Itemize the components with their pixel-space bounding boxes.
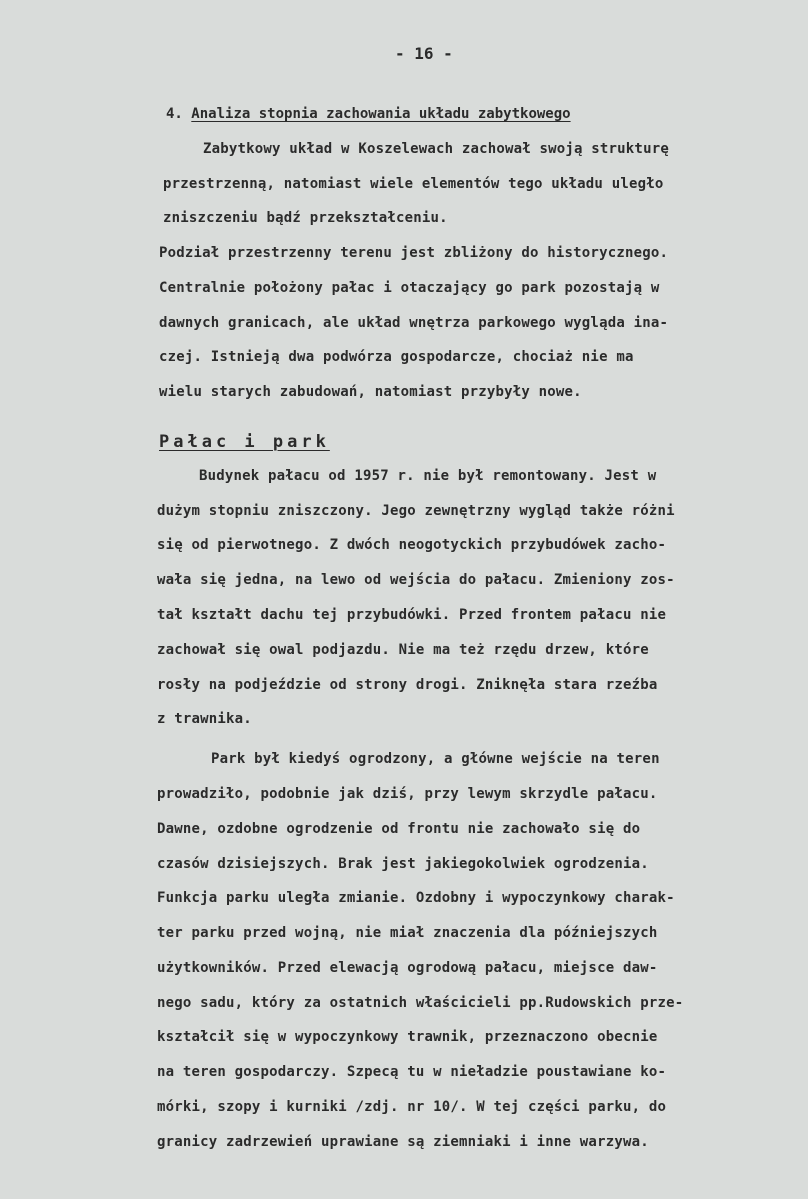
page-number: - 16 - [395, 44, 453, 63]
text-line: rosły na podjeździe od strony drogi. Zniknęła stara rzeźba [157, 677, 658, 693]
text-line: granicy zadrzewień uprawiane są ziemniaki i inne warzywa. [157, 1134, 649, 1150]
text-line: czasów dzisiejszych. Brak jest jakiegokolwiek ogrodzenia. [157, 856, 649, 872]
subheading: Pałac i park [159, 432, 330, 452]
text-line: tał kształt dachu tej przybudówki. Przed frontem pałacu nie [157, 607, 667, 623]
text-line: użytkowników. Przed elewacją ogrodową pałacu, miejsce daw- [157, 960, 658, 976]
text-line: wielu starych zabudowań, natomiast przybyły nowe. [159, 384, 582, 400]
text-line: z trawnika. [157, 711, 252, 727]
text-line: dawnych granicach, ale układ wnętrza parkowego wygląda ina- [159, 315, 669, 331]
text-line: nego sadu, który za ostatnich właścicieli pp.Rudowskich prze- [157, 995, 684, 1011]
text-line: przestrzenną, natomiast wiele elementów tego układu uległo [163, 176, 664, 192]
text-line: prowadziło, podobnie jak dziś, przy lewym skrzydle pałacu. [157, 786, 658, 802]
text-line: Funkcja parku uległa zmianie. Ozdobny i wypoczynkowy charak- [157, 890, 675, 906]
text-line: Budynek pałacu od 1957 r. nie był remontowany. Jest w [199, 468, 657, 484]
text-line: Centralnie położony pałac i otaczający go park pozostają w [159, 280, 660, 296]
text-line: czej. Istnieją dwa podwórza gospodarcze, chociaż nie ma [159, 349, 634, 365]
section-number: 4. [166, 106, 183, 122]
text-line: wała się jedna, na lewo od wejścia do pałacu. Zmieniony zos- [157, 572, 675, 588]
section-heading [166, 106, 571, 122]
text-line: ter parku przed wojną, nie miał znaczenia dla późniejszych [157, 925, 658, 941]
section-title: Analiza stopnia zachowania układu zabytkowego [191, 106, 571, 122]
text-line: Dawne, ozdobne ogrodzenie od frontu nie zachowało się do [157, 821, 641, 837]
text-line: mórki, szopy i kurniki /zdj. nr 10/. W tej części parku, do [157, 1099, 667, 1115]
text-line: Podział przestrzenny terenu jest zbliżony do historycznego. [159, 245, 669, 261]
text-line: na teren gospodarczy. Szpecą tu w nieładzie poustawiane ko- [157, 1064, 667, 1080]
text-line: dużym stopniu zniszczony. Jego zewnętrzny wygląd także różni [157, 503, 675, 519]
text-line: zniszczeniu bądź przekształceniu. [163, 210, 448, 226]
text-line: Zabytkowy układ w Koszelewach zachował swoją strukturę [203, 141, 669, 157]
text-line: zachował się owal podjazdu. Nie ma też rzędu drzew, które [157, 642, 649, 658]
text-line: się od pierwotnego. Z dwóch neogotyckich przybudówek zacho- [157, 537, 667, 553]
text-line: Park był kiedyś ogrodzony, a główne wejście na teren [211, 751, 660, 767]
text-line: kształcił się w wypoczynkowy trawnik, przeznaczono obecnie [157, 1029, 658, 1045]
